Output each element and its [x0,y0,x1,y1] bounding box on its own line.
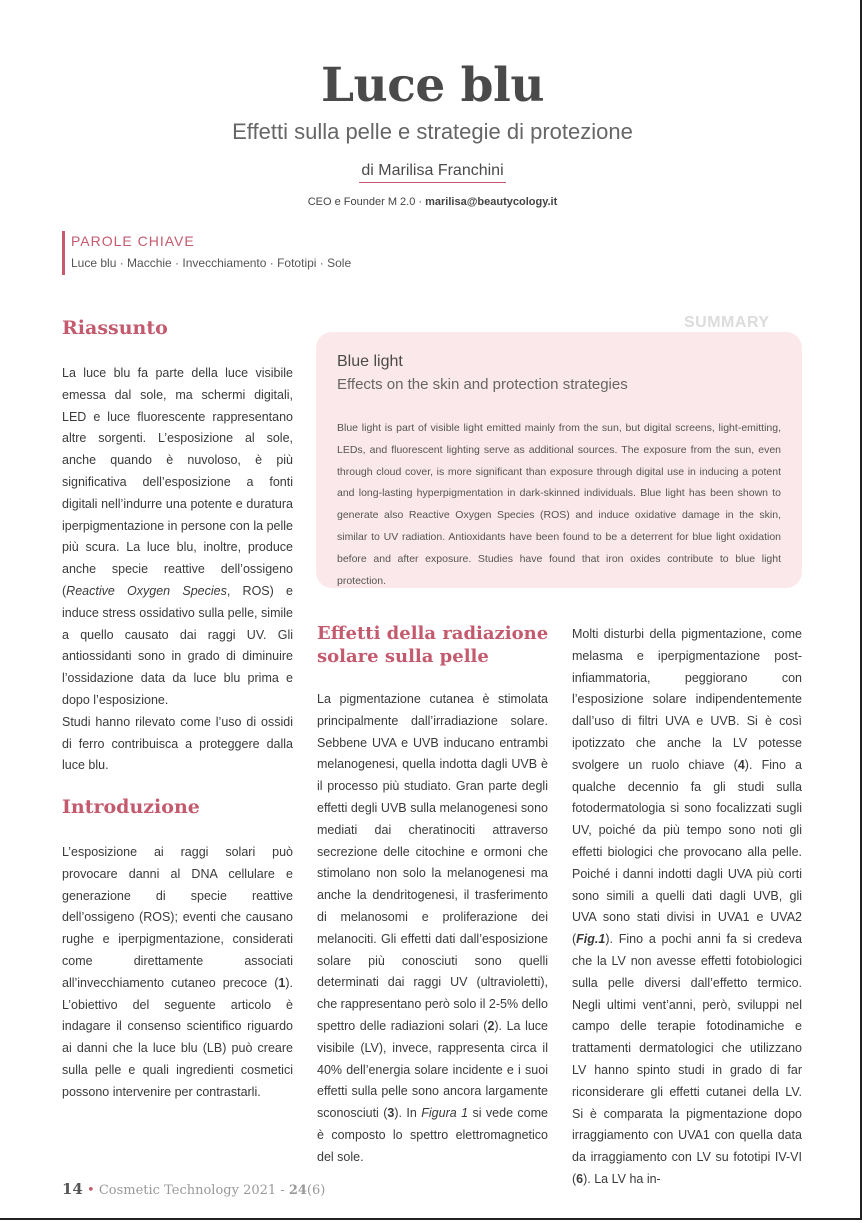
author-email[interactable]: marilisa@beautycology.it [425,196,558,208]
ref-2: 2 [487,1018,495,1033]
journal-issue: (6) [306,1183,326,1198]
effetti-text-c: ). In [394,1106,422,1121]
summary-label: SUMMARY [684,314,770,331]
author-name: di Marilisa Franchini [359,162,505,183]
ref-1: 1 [278,975,286,990]
col3-text-d: ). La LV ha in- [583,1171,661,1186]
riassunto-text-c: Studi hanno rilevato come l’uso di ossidi di ferro contribuisca a proteggere dalla luce blu. [62,714,293,773]
summary-title: Blue light [337,353,403,370]
keywords-box [62,231,351,275]
page-footer [62,1180,325,1198]
ref-3: 3 [387,1106,395,1121]
col3-text-a: Molti disturbi della pigmentazione, come melasma e iperpigmentazione post-infiammatoria, peggiorano con l’esposizione solare indipendentemente dall’uso di filtri UVA e UVB. Si è così ipotizzato che anche la LV potesse svolgere un ruolo chiave ( [572,627,802,772]
effetti-text-b: ). La luce visibile (LV), invece, rappresenta circa il 40% dell’energia solare incidente e i suoi effetti sulla pelle sono ancora largamente sconosciuti ( [317,1018,548,1121]
introduzione-text [62,842,293,1104]
effetti-heading: Effetti della radiazione solare sulla pelle [317,623,549,667]
ref-4: 4 [737,757,745,772]
introduzione-text-b: ). L’obiettivo del seguente articolo è indagare il consenso scientifico riguardo ai danni che la luce blu (LB) può creare sulla pelle e quali ingredienti cosmetici possono intervenire per contrastarli. [62,975,293,1099]
figura-ref: Figura 1 [421,1106,469,1121]
journal-volume: 24 [288,1183,307,1198]
author-affiliation [0,196,865,208]
riassunto-italic: Reactive Oxygen Species [66,583,227,598]
riassunto-text-b: , ROS) e induce stress ossidativo sulla pelle, simile a quello causato dai raggi UV. Gli antiossidanti sono in grado di diminuire l’ossidazione data da luce blu prima e dopo l’esposizione. [62,583,293,707]
article-title: Luce blu [321,58,544,113]
keywords-list: Luce blu · Macchie · Invecchiamento · Fototipi · Sole [71,256,352,270]
journal-name: Cosmetic Technology 2021 - [98,1183,289,1198]
article-subtitle: Effetti sulla pelle e strategie di protezione [232,119,633,144]
col3-text-c: ). Fino a pochi anni fa si credeva che la LV non avesse effetti fotobiologici sulla pelle diversi dall’effetto termico. Negli ultimi vent’anni, però, sviluppi nel campo delle terapie fotodinamiche e trattamenti dermatologici che utilizzano LV hanno spinto studi in grado di far riconsiderare gli effetti cutanei della LV. Si è comparata la pigmentazione dopo irraggiamento con UVA1 con quella data da irraggiamento con LV su fototipi IV-VI ( [572,932,802,1186]
fig1-ref: Fig.1 [576,932,606,947]
page-number: 14 [62,1180,83,1198]
keywords-label: PAROLE CHIAVE [71,233,195,249]
summary-subtitle: Effects on the skin and protection strategies [337,376,628,393]
effetti-text-a: La pigmentazione cutanea è stimolata principalmente dall’irradiazione solare. Sebbene UVA e UVB inducano entrambi melanogenesi, quella indotta dagli UVB è il processo più studiato. Gran parte degli effetti degli UVB sulla melanogenesi sono mediati dai cheratinociti attraverso secrezione delle citochine e ormoni che stimolano non solo la melanogenesi ma anche la dendritogenesi, il trasferimento di melanosomi e proliferazione dei melanociti. Gli effetti dati dall’esposizione solare più conosciuti sono quelli determinati dai raggi UV (ultravioletti), che rappresentano però solo il 2-5% dello spettro delle radiazioni solari ( [317,692,548,1033]
introduzione-text-a: L’esposizione ai raggi solari può provocare danni al DNA cellulare e generazione di specie reattive dell’ossigeno (ROS); eventi che causano rughe e iperpigmentazione, considerati come direttamente associati all’invecchiamento cutaneo precoce ( [62,845,293,990]
riassunto-text-a: La luce blu fa parte della luce visibile emessa dal sole, ma schermi digitali, LED e luce fluorescente rappresentano altre sorgenti. L’esposizione al sole, anche quando è nuvoloso, è più significativa dell’esposizione a fonti digitali nell’indurre una potente e duratura iperpigmentazione in persone con la pelle più scura. La luce blu, inoltre, produce anche specie reattive dell’ossigeno ( [62,366,293,598]
introduzione-heading: Introduzione [62,796,200,818]
summary-box [316,332,802,588]
footer-bullet: • [87,1183,95,1198]
riassunto-heading: Riassunto [62,317,168,339]
affiliation-text: CEO e Founder M 2.0 · [307,196,423,208]
ref-6: 6 [576,1171,584,1186]
effetti-text-d: si vede come è composto lo spettro elettromagnetico del sole. [317,1106,548,1164]
riassunto-text [62,363,293,777]
col3-text-b: ). Fino a qualche decennio fa gli studi sulla fotodermatologia si sono focalizzati sugli UV, poiché da più tempo sono noti gli effetti biologici che provocano alla pelle. Poiché i danni indotti dagli UVA più corti sono simili a quelli dati dagli UVB, gli UVA sono stati divisi in UVA1 e UVA2 ( [572,757,802,947]
effetti-text [317,689,548,1169]
author-line [0,162,865,183]
summary-text: Blue light is part of visible light emitted mainly from the sun, but digital screens, light-emitting, LEDs, and fluorescent lighting serve as additional sources. The exposure from the sun, even through cloud cover, is more significant than exposure through digital use in inducing a potent and long-lasting hyperpigmentation in dark-skinned individuals. Blue light has been shown to generate also Reactive Oxygen Species (ROS) and induce oxidative damage in the skin, similar to UV radiation. Antioxidants have been found to be a deterrent for blue light oxidation before and after exposure. Studies have found that iron oxides contribute to blue light protection. [337,422,781,587]
col3-text [572,624,802,1191]
